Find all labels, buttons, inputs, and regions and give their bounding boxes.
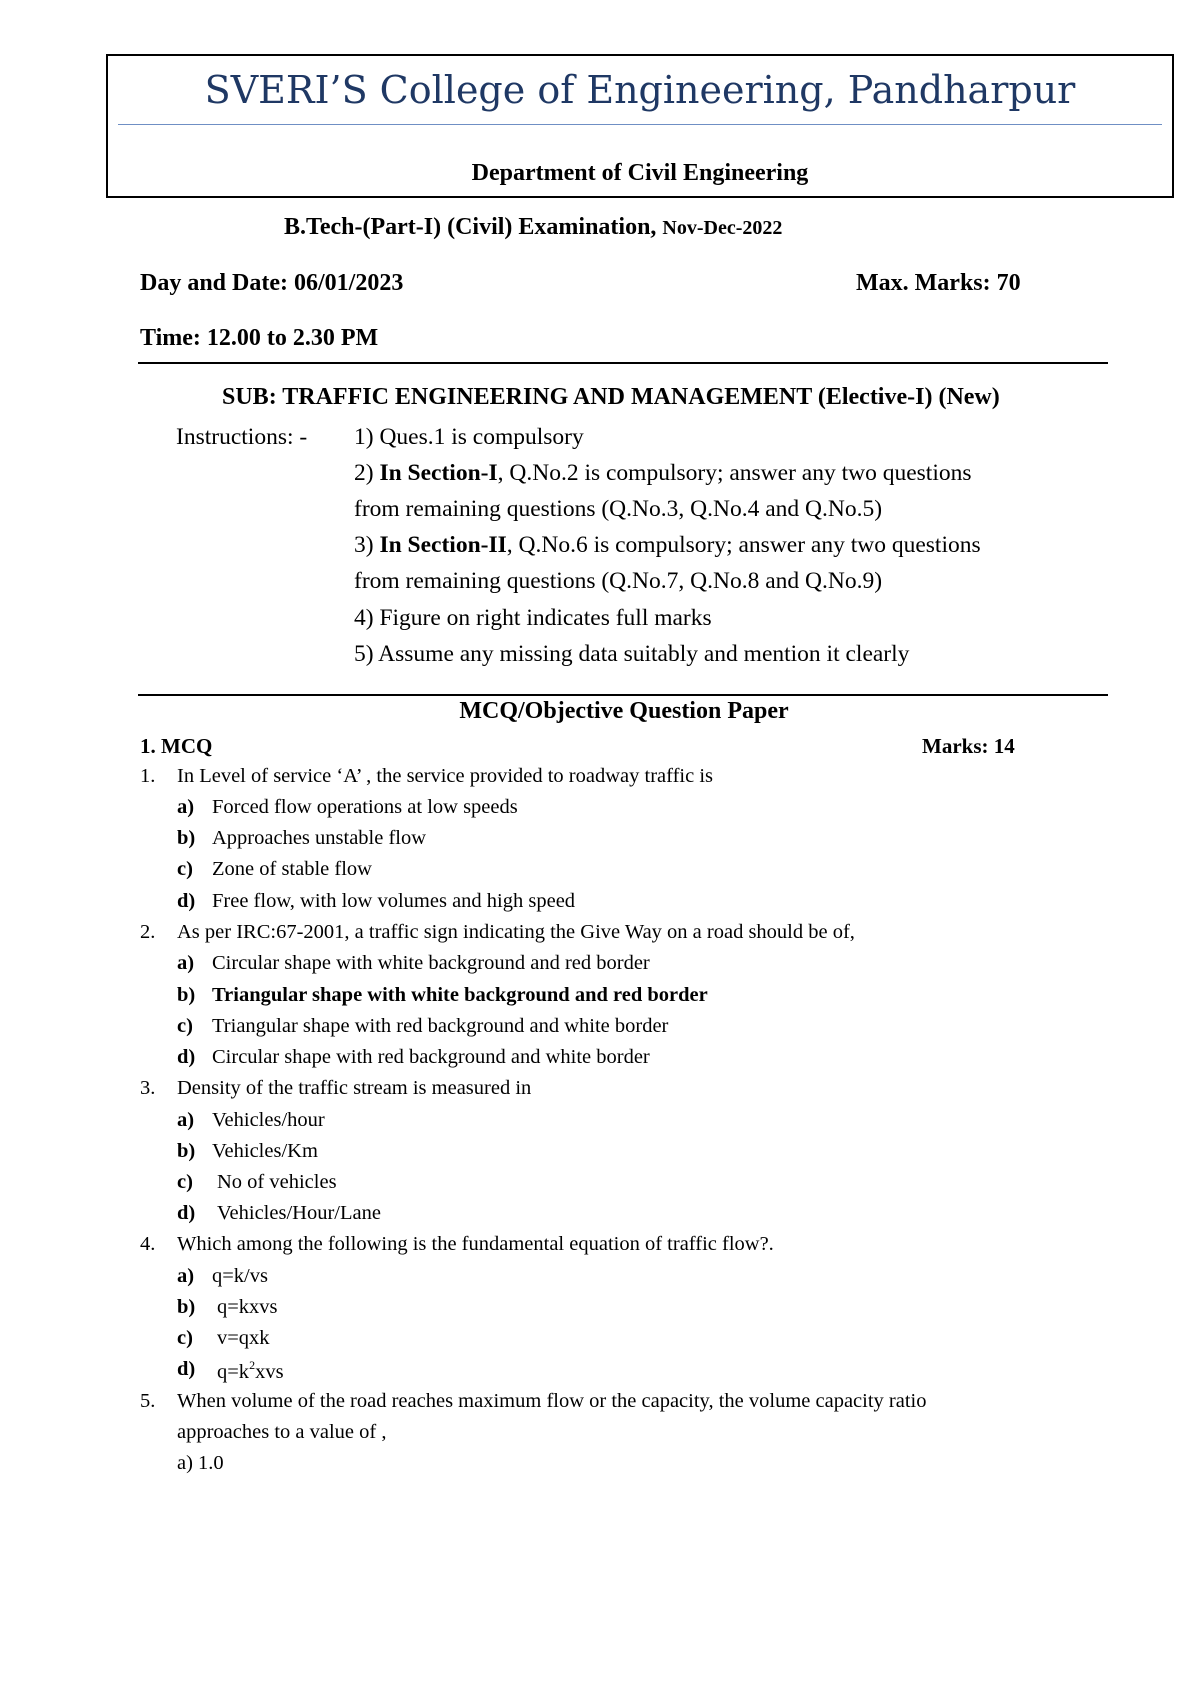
option-text: Circular shape with white background and red border (212, 952, 650, 974)
option-label: d) (177, 1358, 196, 1380)
option-label: b) (177, 1140, 196, 1162)
college-underline (118, 124, 1162, 125)
instructions-label: Instructions: - (176, 424, 308, 450)
option-text: No of vehicles (217, 1171, 337, 1193)
question-text: Which among the following is the fundamental equation of traffic flow?. (177, 1233, 774, 1255)
question-number: 3. (140, 1077, 156, 1099)
option-label: a) (177, 1265, 195, 1287)
option-text: Zone of stable flow (212, 858, 372, 880)
option-label: c) (177, 858, 193, 880)
divider-bottom (138, 694, 1108, 696)
question-number: 5. (140, 1390, 156, 1412)
option-label: c) (177, 1015, 193, 1037)
max-marks: Max. Marks: 70 (856, 270, 1021, 296)
option-text: Vehicles/Km (212, 1140, 318, 1162)
option-label: a) (177, 796, 195, 818)
option-label: c) (177, 1171, 193, 1193)
option-label: d) (177, 1046, 196, 1068)
question-text-cont: approaches to a value of , (177, 1421, 387, 1443)
instruction-2-num: 2) (354, 460, 380, 486)
option-text: v=qxk (217, 1327, 270, 1349)
question-text: As per IRC:67-2001, a traffic sign indicating the Give Way on a road should be of, (177, 921, 855, 943)
college-name: SVERI’S College of Engineering, Pandharpur (204, 68, 1076, 112)
instruction-2 (354, 460, 972, 487)
instruction-3 (354, 532, 981, 559)
option-text-formula (217, 1358, 284, 1384)
option-label: c) (177, 1327, 193, 1349)
department-name: Department of Civil Engineering (471, 160, 809, 186)
instruction-2-section: In Section-I (379, 460, 498, 486)
option-text: Approaches unstable flow (212, 827, 427, 849)
instruction-3-section: In Section-II (379, 532, 507, 558)
option-text: Free flow, with low volumes and high speed (212, 890, 576, 912)
subject-line: SUB: TRAFFIC ENGINEERING AND MANAGEMENT (Elective-I) (New) (222, 384, 1000, 410)
instruction-3-cont: from remaining questions (Q.No.7, Q.No.8 and Q.No.9) (354, 568, 883, 594)
option-text: Vehicles/hour (212, 1109, 325, 1131)
question-text: When volume of the road reaches maximum flow or the capacity, the volume capacity ratio (177, 1390, 927, 1412)
instruction-3-text: , Q.No.6 is compulsory; answer any two questions (506, 532, 981, 558)
option-text: q=k/vs (212, 1265, 268, 1287)
option-text: Forced flow operations at low speeds (212, 796, 518, 818)
exam-session: Nov-Dec-2022 (662, 217, 783, 239)
option-label: b) (177, 1296, 196, 1318)
option-text-correct: Triangular shape with white background and red border (212, 984, 708, 1006)
option-label: b) (177, 984, 196, 1006)
option-text: Triangular shape with red background and white border (212, 1015, 669, 1037)
formula-tail: xvs (255, 1361, 284, 1383)
option-label: a) (177, 952, 195, 974)
header-box (106, 54, 1174, 198)
instruction-2-text: , Q.No.2 is compulsory; answer any two questions (497, 460, 972, 486)
instruction-2-cont: from remaining questions (Q.No.3, Q.No.4 and Q.No.5) (354, 496, 883, 522)
divider-top (138, 362, 1108, 364)
option-label: d) (177, 1202, 196, 1224)
formula-exponent: 2 (249, 1358, 256, 1372)
exam-time: Time: 12.00 to 2.30 PM (140, 325, 379, 351)
option-text: Vehicles/Hour/Lane (217, 1202, 381, 1224)
exam-name: B.Tech-(Part-I) (Civil) Examination, (284, 214, 657, 240)
section-title: MCQ/Objective Question Paper (459, 698, 789, 724)
exam-title (284, 214, 782, 241)
instruction-5: 5) Assume any missing data suitably and mention it clearly (354, 641, 910, 667)
day-date: Day and Date: 06/01/2023 (140, 270, 404, 296)
option-text: a) 1.0 (177, 1452, 224, 1474)
question-text: In Level of service ‘A’ , the service provided to roadway traffic is (177, 765, 714, 787)
section-label: 1. MCQ (140, 734, 213, 758)
instruction-3-num: 3) (354, 532, 380, 558)
option-text: Circular shape with red background and white border (212, 1046, 650, 1068)
section-marks: Marks: 14 (922, 734, 1015, 758)
option-label: a) (177, 1109, 195, 1131)
question-number: 2. (140, 921, 156, 943)
option-label: b) (177, 827, 196, 849)
formula-base: q=k (217, 1361, 250, 1383)
option-label: d) (177, 890, 196, 912)
question-number: 1. (140, 765, 156, 787)
question-number: 4. (140, 1233, 156, 1255)
instruction-4: 4) Figure on right indicates full marks (354, 605, 712, 631)
question-text: Density of the traffic stream is measured in (177, 1077, 532, 1099)
instruction-1: 1) Ques.1 is compulsory (354, 424, 584, 450)
option-text: q=kxvs (217, 1296, 278, 1318)
